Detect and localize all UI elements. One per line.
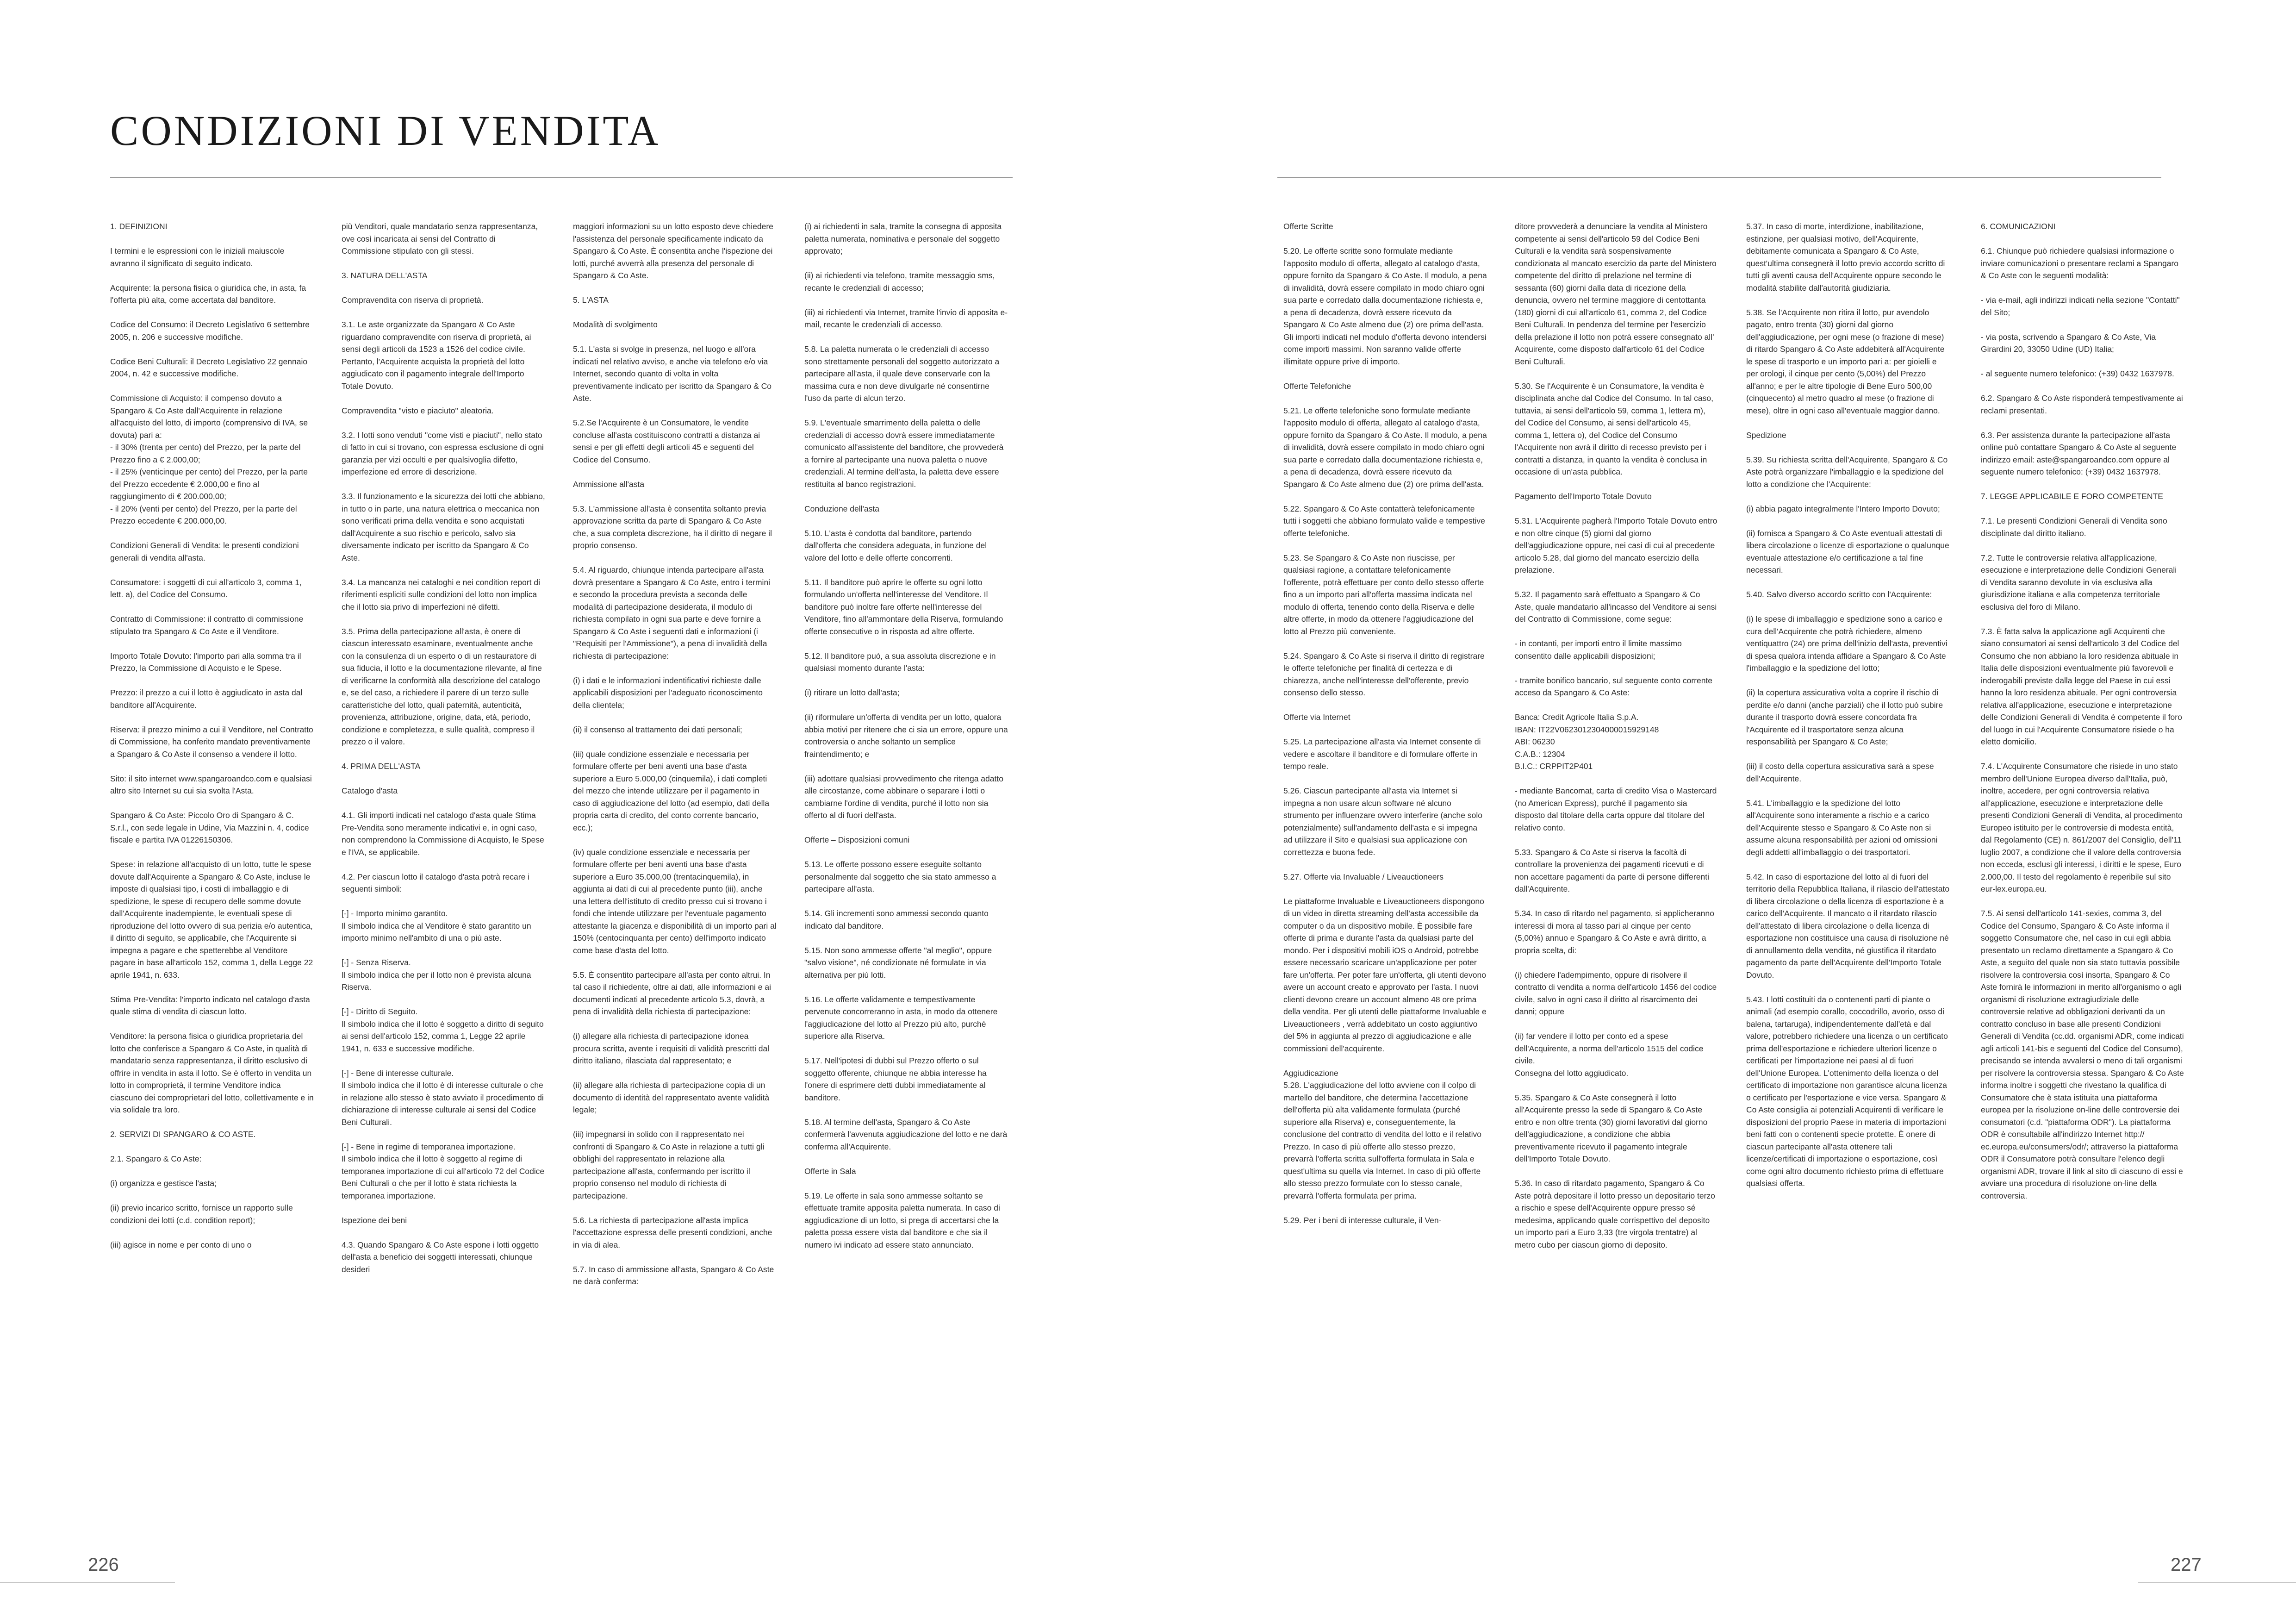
title-divider-right bbox=[1277, 177, 2161, 178]
text-column-3: maggiori informazioni su un lotto esposto deve chiedere l'assistenza del personale specificamente indicato da Spangaro & Co Aste. È consentita anche l'ispezione dei lotti, purché avverrà alla presenza del personale di Spangaro & Co Aste. 5. L'ASTA Modalità di svolgimento 5.1. L'asta si svolge in presenza, nel luogo e all'ora indicati nel relativo avviso, e anche via telefono e/o via Internet, secondo quanto di volta in volta preventivamente indicato per iscritto da Spangaro & Co Aste. 5.2.Se l'Acquirente è un Consumatore, le vendite concluse all'asta costituiscono contratti a distanza ai sensi e per gli effetti degli articoli 45 e seguenti del Codice del Consumo. Ammissione all'asta 5.3. L'ammissione all'asta è consentita soltanto previa approvazione scritta da parte di Spangaro & Co Aste che, a sua completa discrezione, ha il diritto di negare il proprio consenso. 5.4. Al riguardo, chiunque intenda partecipare all'asta dovrà presentare a Spangaro & Co Aste, entro i termini e secondo la procedura prevista a seconda delle modalità di partecipazione desiderata, il modulo di richiesta compilato in ogni sua parte e deve fornire a Spangaro & Co Aste i seguenti dati e informazioni (i "Requisiti per l'Ammissione"), a pena di invalidità della richiesta di partecipazione: (i) i dati e le informazioni indentificativi richieste dalle applicabili disposizioni per l'adeguato riconoscimento della clientela; (ii) il consenso al trattamento dei dati personali; (iii) quale condizione essenziale e necessaria per formulare offerte per beni aventi una base d'asta superiore a Euro 5.000,00 (cinquemila), i dati completi del mezzo che intende utilizzare per il pagamento in caso di aggiudicazione del lotto (ad esempio, dati della propria carta di credito, del conto corrente bancario, ecc.); (iv) quale condizione essenziale e necessaria per formulare offerte per beni aventi una base d'asta superiore a Euro 35.000,00 (trentacinquemila), in aggiunta ai dati di cui al precedente punto (iii), anche una lettera dell'istituto di credito presso cui si trovano i fondi che intende utilizzare per l'eventuale pagamento attestante la giacenza e disponibilità di un importo pari al 150% (centocinquanta per cento) dell'importo indicato come base d'asta del lotto. 5.5. È consentito partecipare all'asta per conto altrui. In tal caso il richiedente, oltre ai dati, alle informazioni e ai documenti indicati al precedente articolo 5.3, dovrà, a pena di invalidità della richiesta di partecipazione: (i) allegare alla richiesta di partecipazione idonea procura scritta, avente i requisiti di validità prescritti dal diritto italiano, rilasciata dal rappresentato; e (ii) allegare alla richiesta di partecipazione copia di un documento di identità del rappresentato avente validità legale; (iii) impegnarsi in solido con il rappresentato nei confronti di Spangaro & Co Aste in relazione a tutti gli obblighi del rappresentato in relazione alla partecipazione all'asta, confermando per iscritto il proprio consenso nel modulo di richiesta di partecipazione. 5.6. La richiesta di partecipazione all'asta implica l'accettazione espressa delle presenti condizioni, anche in via di alea. 5.7. In caso di ammissione all'asta, Spangaro & Co Aste ne darà conferma: bbox=[573, 222, 777, 1286]
footer-divider-left bbox=[0, 1582, 175, 1583]
text-column-5: Offerte Scritte 5.20. Le offerte scritte sono formulate mediante l'apposito modulo di offerta, allegato al catalogo d'asta, oppure fornito da Spangaro & Co Aste. Il modulo, a pena di invalidità, dovrà essere compilato in modo chiaro ogni sua parte e corredato dalla documentazione richiesta e, a pena di decadenza, dovrà essere ricevuto da Spangaro & Co Aste almeno due (2) ore prima dell'asta. Gli importi indicati nel modulo d'offerta devono intendersi come importi massimi. Non saranno valide offerte illimitate oppure prive di importo. Offerte Telefoniche 5.21. Le offerte telefoniche sono formulate mediante l'apposito modulo di offerta, allegato al catalogo d'asta, oppure fornito da Spangaro & Co Aste. Il modulo, a pena di invalidità, dovrà essere compilato in modo chiaro ogni sua parte e corredato dalla documentazione richiesta e, a pena di decadenza, dovrà essere ricevuto da Spangaro & Co Aste almeno due (2) ore prima dell'asta. 5.22. Spangaro & Co Aste contatterà telefonicamente tutti i soggetti che abbiano formulato valide e tempestive offerte telefoniche. 5.23. Se Spangaro & Co Aste non riuscisse, per qualsiasi ragione, a contattare telefonicamente l'offerente, potrà effettuare per conto dello stesso offerte fino a un importo pari all'offerta massima indicata nel modulo di offerta, tenendo conto della Riserva e delle altre offerte, in modo da ottenere l'aggiudicazione del lotto al Prezzo più conveniente. 5.24. Spangaro & Co Aste si riserva il diritto di registrare le offerte telefoniche per finalità di certezza e di chiarezza, anche nell'interesse dell'offerente, previo consenso dello stesso. Offerte via Internet 5.25. La partecipazione all'asta via Internet consente di vedere e ascoltare il banditore e di formulare offerte in tempo reale. 5.26. Ciascun partecipante all'asta via Internet si impegna a non usare alcun software né alcuno strumento per influenzare ovvero interferire (anche solo potenzialmente) sull'andamento dell'asta e si impegna ad utilizzare il Sito e qualsiasi sua applicazione con correttezza e buona fede. 5.27. Offerte via Invaluable / Liveauctioneers Le piattaforme Invaluable e Liveauctioneers dispongono di un video in diretta streaming dell'asta accessibile da computer o da un dispositivo mobile. È possibile fare offerte di prima e durante l'asta da qualsiasi parte del mondo. Per i dispositivi mobili iOS o Android, potrebbe essere necessario scaricare un'applicazione per poter fare un'offerta. Per poter fare un'offerta, gli utenti devono avere un account creato e approvato per l'asta. I nuovi clienti devono creare un account almeno 48 ore prima della vendita. Per gli utenti delle piattaforme Invaluable e Liveauctioneers , verrà addebitato un costo aggiuntivo del 5% in aggiunta al prezzo di aggiudicazione e alle commissioni dell'acquirente. Aggiudicazione 5.28. L'aggiudicazione del lotto avviene con il colpo di martello del banditore, che determina l'accettazione dell'offerta più alta validamente formulata (purché superiore alla Riserva) e, conseguentemente, la conclusione del contratto di vendita del lotto e il relativo Prezzo. In caso di più offerte allo stesso prezzo, prevarrà l'offerta scritta sull'offerta formulata in Sala e quest'ultima su quella via Internet. In caso di più offerte allo stesso prezzo formulate con lo stesso canale, prevarrà l'offerta formulata per prima. 5.29. Per i beni di interesse culturale, il Ven- bbox=[1283, 222, 1487, 1225]
title-divider-left bbox=[110, 177, 1013, 178]
text-column-8: 6. COMUNICAZIONI 6.1. Chiunque può richiedere qualsiasi informazione o inviare comunicazioni o presentare reclami a Spangaro & Co Aste con le seguenti modalità: - via e-mail, agli indirizzi indicati nella sezione "Contatti" del Sito; - via posta, scrivendo a Spangaro & Co Aste, Via Girardini 20, 33050 Udine (UD) Italia; - al seguente numero telefonico: (+39) 0432 1637978. 6.2. Spangaro & Co Aste risponderà tempestivamente ai reclami presentati. 6.3. Per assistenza durante la partecipazione all'asta online può contattare Spangaro & Co Aste al seguente indirizzo email: aste@spangaroandco.com oppure al seguente numero telefonico: (+39) 0432 1637978. 7. LEGGE APPLICABILE E FORO COMPETENTE 7.1. Le presenti Condizioni Generali di Vendita sono disciplinate dal diritto italiano. 7.2. Tutte le controversie relativa all'applicazione, esecuzione e interpretazione delle Condizioni Generali di Vendita saranno devolute in via esclusiva alla giurisdizione italiana e alla competenza territoriale esclusiva del foro di Milano. 7.3. È fatta salva la applicazione agli Acquirenti che siano consumatori ai sensi dell'articolo 3 del Codice del Consumo che non abbiano la loro residenza abituale in Italia delle disposizioni eventualmente più favorevoli e inderogabili previste dalla legge del Paese in cui essi hanno la loro residenza abituale. Per ogni controversia relativa all'applicazione, esecuzione e interpretazione delle Condizioni Generali di Vendita è competente il foro del luogo in cui l'Acquirente Consumatore risiede o ha eletto domicilio. 7.4. L'Acquirente Consumatore che risiede in uno stato membro dell'Unione Europea diverso dall'Italia, può, inoltre, accedere, per ogni controversia relativa all'applicazione, esecuzione e interpretazione delle presenti Condizioni Generali di Vendita, al procedimento Europeo istituito per le controversie di modesta entità, dal Regolamento (CE) n. 861/2007 del Consiglio, dell'11 luglio 2007, a condizione che il valore della controversia non ecceda, esclusi gli interessi, i diritti e le spese, Euro 2.000,00. Il testo del regolamento è reperibile sul sito eur-lex.europa.eu. 7.5. Ai sensi dell'articolo 141-sexies, comma 3, del Codice del Consumo, Spangaro & Co Aste informa il soggetto Consumatore che, nel caso in cui egli abbia presentato un reclamo direttamente a Spangaro & Co Aste, a seguito del quale non sia stato tuttavia possibile risolvere la controversia così insorta, Spangaro & Co Aste fornirà le informazioni in merito all'organismo o agli organismi di risoluzione extragiudiziale delle controversie relative ad obbligazioni derivanti da un contratto concluso in base alle presenti Condizioni Generali di Vendita (cc.dd. organismi ADR, come indicati agli articoli 141-bis e seguenti del Codice del Consumo), precisando se intenda avvalersi o meno di tali organismi per risolvere la controversia stessa. Spangaro & Co Aste informa inoltre i soggetti che rivestano la qualifica di Consumatore che è stata istituita una piattaforma europea per la risoluzione on-line delle controversie dei consumatori (c.d. "piattaforma ODR"). La piattaforma ODR è consultabile all'indirizzo Internet http:// ec.europa.eu/consumers/odr/; attraverso la piattaforma ODR il Consumatore potrà consultare l'elenco degli organismi ADR, trovare il link al sito di ciascuno di essi e avviare una procedura di risoluzione on-line della controversia. bbox=[1981, 222, 2184, 1200]
text-column-1: 1. DEFINIZIONI I termini e le espressioni con le iniziali maiuscole avranno il significato di seguito indicato. Acquirente: la persona fisica o giuridica che, in asta, fa l'offerta più alta, come accertata dal banditore. Codice del Consumo: il Decreto Legislativo 6 settembre 2005, n. 206 e successive modifiche. Codice Beni Culturali: il Decreto Legislativo 22 gennaio 2004, n. 42 e successive modifiche. Commissione di Acquisto: il compenso dovuto a Spangaro & Co Aste dall'Acquirente in relazione all'acquisto del lotto, di importo (comprensivo di IVA, se dovuta) pari a: - il 30% (trenta per cento) del Prezzo, per la parte del Prezzo fino a € 2.000,00; - il 25% (venticinque per cento) del Prezzo, per la parte del Prezzo eccedente € 2.000,00 e fino al raggiungimento di € 200.000,00; - il 20% (venti per cento) del Prezzo, per la parte del Prezzo eccedente € 200.000,00. Condizioni Generali di Vendita: le presenti condizioni generali di vendita all'asta. Consumatore: i soggetti di cui all'articolo 3, comma 1, lett. a), del Codice del Consumo. Contratto di Commissione: il contratto di commissione stipulato tra Spangaro & Co Aste e il Venditore. Importo Totale Dovuto: l'importo pari alla somma tra il Prezzo, la Commissione di Acquisto e le Spese. Prezzo: il prezzo a cui il lotto è aggiudicato in asta dal banditore all'Acquirente. Riserva: il prezzo minimo a cui il Venditore, nel Contratto di Commissione, ha conferito mandato preventivamente a Spangaro & Co Aste il consenso a vendere il lotto. Sito: il sito internet www.spangaroandco.com e qualsiasi altro sito Internet su cui sia svolta l'Asta. Spangaro & Co Aste: Piccolo Oro di Spangaro & C. S.r.l., con sede legale in Udine, Via Mazzini n. 4, codice fiscale e partita IVA 01226150306. Spese: in relazione all'acquisto di un lotto, tutte le spese dovute dall'Acquirente a Spangaro & Co Aste, incluse le imposte di qualsiasi tipo, i costi di imballaggio e di spedizione, le spese di recupero delle somme dovute dall'Acquirente inadempiente, le eventuali spese di riproduzione del lotto ovvero di sua perizia e/o autentica, il diritto di seguito, se applicabile, che l'Acquirente si impegna a pagare e che spetterebbe al Venditore pagare in base all'articolo 152, comma 1, della Legge 22 aprile 1941, n. 633. Stima Pre-Vendita: l'importo indicato nel catalogo d'asta quale stima di vendita di ciascun lotto. Venditore: la persona fisica o giuridica proprietaria del lotto che conferisce a Spangaro & Co Aste, in qualità di mandatario senza rappresentanza, il diritto esclusivo di offrire in vendita in asta il lotto. Se è offerto in vendita un lotto in comproprietà, il termine Venditore indica ciascuno dei comproprietari del lotto, collettivamente e in via solidale tra loro. 2. SERVIZI DI SPANGARO & CO ASTE. 2.1. Spangaro & Co Aste: (i) organizza e gestisce l'asta; (ii) previo incarico scritto, fornisce un rapporto sulle condizioni dei lotti (c.d. condition report); (iii) agisce in nome e per conto di uno o bbox=[110, 222, 314, 1249]
page-title: CONDIZIONI DI VENDITA bbox=[110, 107, 661, 154]
page-number-right: 227 bbox=[2171, 1555, 2202, 1575]
text-column-7: 5.37. In caso di morte, interdizione, inabilitazione, estinzione, per qualsiasi motivo, dell'Acquirente, debitamente comunicata a Spangaro & Co Aste, quest'ultima consegnerà il lotto previo accordo scritto di tutti gli aventi causa dell'Acquirente oppure secondo le modalità stabilite dall'autorità giudiziaria. 5.38. Se l'Acquirente non ritira il lotto, pur avendolo pagato, entro trenta (30) giorni dal giorno dell'aggiudicazione, per ogni mese (o frazione di mese) di ritardo Spangaro & Co Aste addebiterà all'Acquirente le spese di trasporto e un importo pari a: per gioielli e per orologi, il cinque per cento (5,00%) del Prezzo all'anno; e per le altre tipologie di Bene Euro 500,00 (cinquecento) al metro quadro al mese (o frazione di mese), oltre in ogni caso all'eventuale maggior danno. Spedizione 5.39. Su richiesta scritta dell'Acquirente, Spangaro & Co Aste potrà organizzare l'imballaggio e la spedizione del lotto a condizione che l'Acquirente: (i) abbia pagato integralmente l'Intero Importo Dovuto; (ii) fornisca a Spangaro & Co Aste eventuali attestati di libera circolazione o licenze di esportazione o qualunque eventuale attestazione e/o certificazione a tal fine necessari. 5.40. Salvo diverso accordo scritto con l'Acquirente: (i) le spese di imballaggio e spedizione sono a carico e cura dell'Acquirente che potrà richiedere, almeno ventiquattro (24) ore prima dell'inizio dell'asta, preventivi di spesa qualora intenda affidare a Spangaro & Co Aste l'imballaggio e la spedizione del lotto; (ii) la copertura assicurativa volta a coprire il rischio di perdite e/o danni (anche parziali) che il lotto può subire durante il trasporto dovrà essere concordata fra l'Acquirente ed il trasportatore senza alcuna responsabilità per Spangaro & Co Aste; (iii) il costo della copertura assicurativa sarà a spese dell'Acquirente. 5.41. L'imballaggio e la spedizione del lotto all'Acquirente sono interamente a rischio e a carico dell'Acquirente stesso e Spangaro & Co Aste non si assume alcuna responsabilità per azioni od omissioni degli addetti all'imballaggio o dei trasportatori. 5.42. In caso di esportazione del lotto al di fuori del territorio della Repubblica Italiana, il rilascio dell'attestato di libera circolazione o della licenza di esportazione è a carico dell'Acquirente. Il mancato o il ritardato rilascio dell'attestato di libera circolazione o della licenza di esportazione non costituisce una causa di risoluzione né di annullamento della vendita, né giustifica il ritardato pagamento da parte dell'Acquirente dell'Importo Totale Dovuto. 5.43. I lotti costituiti da o contenenti parti di piante o animali (ad esempio corallo, coccodrillo, avorio, osso di balena, tartaruga), indipendentemente dall'età e dal valore, potrebbero richiedere una licenza o un certificato prima dell'esportazione e richiedere ulteriori licenze o certificati per l'importazione nei paesi al di fuori dell'Unione Europea. L'ottenimento della licenza o del certificato di importazione non garantisce alcuna licenza o certificato per l'esportazione e vice versa. Spangaro & Co Aste consiglia ai potenziali Acquirenti di verificare le disposizioni del proprio Paese in materia di importazioni beni fatti con o contenenti specie protette. È onere di ciascun partecipante all'asta ottenere tali licenze/certificati di importazione o esportazione, così come ogni altro documento richiesto prima di effettuare qualsiasi offerta. bbox=[1746, 222, 1950, 1188]
footer-divider-right bbox=[2138, 1582, 2296, 1583]
page-number-left: 226 bbox=[88, 1555, 119, 1575]
text-column-6: ditore provvederà a denunciare la vendita al Ministero competente ai sensi dell'articolo 59 del Codice Beni Culturali e la vendita sarà sospensivamente condizionata al mancato esercizio da parte del Ministero competente del diritto di prelazione nel termine di sessanta (60) giorni dalla data di ricezione della denuncia, ovvero nel termine maggiore di centottanta (180) giorni di cui all'articolo 61, comma 2, del Codice Beni Culturali. In pendenza del termine per l'esercizio della prelazione il lotto non potrà essere consegnato all' Acquirente, come disposto dall'articolo 61 del Codice Beni Culturali. 5.30. Se l'Acquirente è un Consumatore, la vendita è disciplinata anche dal Codice del Consumo. In tal caso, tuttavia, ai sensi dell'articolo 59, comma 1, lettera m), del Codice del Consumo, ai sensi dell'articolo 45, comma 1, lettera o), del Codice del Consumo l'Acquirente non avrà il diritto di recesso previsto per i contratti a distanza, in quanto la vendita è conclusa in occasione di un'asta pubblica. Pagamento dell'Importo Totale Dovuto 5.31. L'Acquirente pagherà l'Importo Totale Dovuto entro e non oltre cinque (5) giorni dal giorno dell'aggiudicazione oppure, nei casi di cui al precedente articolo 5.28, dal giorno del mancato esercizio della prelazione. 5.32. Il pagamento sarà effettuato a Spangaro & Co Aste, quale mandatario all'incasso del Venditore ai sensi del Contratto di Commissione, come segue: - in contanti, per importi entro il limite massimo consentito dalle applicabili disposizioni; - tramite bonifico bancario, sul seguente conto corrente acceso da Spangaro & Co Aste: Banca: Credit Agricole Italia S.p.A. IBAN: IT22V0623012304000015929148 ABI: 06230 C.A.B.: 12304 B.I.C.: CRPPIT2P401 - mediante Bancomat, carta di credito Visa o Mastercard (no American Express), purché il pagamento sia disposto dal titolare della carta oppure dal titolare del relativo conto. 5.33. Spangaro & Co Aste si riserva la facoltà di controllare la provenienza dei pagamenti ricevuti e di non accettare pagamenti da parte di persone differenti dall'Acquirente. 5.34. In caso di ritardo nel pagamento, si applicheranno interessi di mora al tasso pari al cinque per cento (5,00%) annuo e Spangaro & Co Aste e avrà diritto, a propria scelta, di: (i) chiedere l'adempimento, oppure di risolvere il contratto di vendita a norma dell'articolo 1456 del codice civile, salvo in ogni caso il diritto al risarcimento dei danni; oppure (ii) far vendere il lotto per conto ed a spese dell'Acquirente, a norma dell'articolo 1515 del codice civile. Consegna del lotto aggiudicato. 5.35. Spangaro & Co Aste consegnerà il lotto all'Acquirente presso la sede di Spangaro & Co Aste entro e non oltre trenta (30) giorni lavorativi dal giorno dell'aggiudicazione, a condizione che abbia preventivamente ricevuto il pagamento integrale dell'Importo Totale Dovuto. 5.36. In caso di ritardato pagamento, Spangaro & Co Aste potrà depositare il lotto presso un depositario terzo a rischio e spese dell'Acquirente oppure presso sé medesima, applicando quale corrispettivo del deposito un importo pari a Euro 3,33 (tre virgola trentatre) al metro cubo per ciascun giorno di deposito. bbox=[1515, 222, 1717, 1249]
text-column-4: (i) ai richiedenti in sala, tramite la consegna di apposita paletta numerata, nominativa e personale del soggetto approvato; (ii) ai richiedenti via telefono, tramite messaggio sms, recante le credenziali di accesso; (iii) ai richiedenti via Internet, tramite l'invio di apposita e-mail, recante le credenziali di accesso. 5.8. La paletta numerata o le credenziali di accesso sono strettamente personali del soggetto autorizzato a partecipare all'asta, il quale deve conservarle con la massima cura e non deve divulgarle né consentirne l'uso da parte di alcun terzo. 5.9. L'eventuale smarrimento della paletta o delle credenziali di accesso dovrà essere immediatamente comunicato all'assistente del banditore, che provvederà a fornire al partecipante una nuova paletta o nuove credenziali. Al termine dell'asta, la paletta deve essere restituita al banco registrazioni. Conduzione dell'asta 5.10. L'asta è condotta dal banditore, partendo dall'offerta che considera adeguata, in funzione del valore del lotto e delle offerte concorrenti. 5.11. Il banditore può aprire le offerte su ogni lotto formulando un'offerta nell'interesse del Venditore. Il banditore può inoltre fare offerte nell'interesse del Venditore, fino all'ammontare della Riserva, formulando offerte consecutive o in risposta ad altre offerte. 5.12. Il banditore può, a sua assoluta discrezione e in qualsiasi momento durante l'asta: (i) ritirare un lotto dall'asta; (ii) riformulare un'offerta di vendita per un lotto, qualora abbia motivi per ritenere che ci sia un errore, oppure una controversia o anche soltanto un semplice fraintendimento; e (iii) adottare qualsiasi provvedimento che ritenga adatto alle circostanze, come abbinare o separare i lotti o cambiarne l'ordine di vendita, purché il lotto non sia offerto al di fuori dell'asta. Offerte – Disposizioni comuni 5.13. Le offerte possono essere eseguite soltanto personalmente dal soggetto che sia stato ammesso a partecipare all'asta. 5.14. Gli incrementi sono ammessi secondo quanto indicato dal banditore. 5.15. Non sono ammesse offerte "al meglio", oppure "salvo visione", né condizionate né formulate in via alternativa per più lotti. 5.16. Le offerte validamente e tempestivamente pervenute concorreranno in asta, in modo da ottenere l'aggiudicazione del lotto al Prezzo più alto, purché superiore alla Riserva. 5.17. Nell'ipotesi di dubbi sul Prezzo offerto o sul soggetto offerente, chiunque ne abbia interesse ha l'onere di esprimere detti dubbi immediatamente al banditore. 5.18. Al termine dell'asta, Spangaro & Co Aste confermerà l'avvenuta aggiudicazione del lotto e ne darà conferma all'Acquirente. Offerte in Sala 5.19. Le offerte in sala sono ammesse soltanto se effettuate tramite apposita paletta numerata. In caso di aggiudicazione di un lotto, si prega di accertarsi che la paletta possa essere vista dal banditore e che sia il numero ivi indicato ad essere stato annunciato. bbox=[804, 222, 1008, 1249]
text-column-2: più Venditori, quale mandatario senza rappresentanza, ove così incaricata ai sensi del Contratto di Commissione stipulato con gli stessi. 3. NATURA DELL'ASTA Compravendita con riserva di proprietà. 3.1. Le aste organizzate da Spangaro & Co Aste riguardano compravendite con riserva di proprietà, ai sensi degli articoli da 1523 a 1526 del codice civile. Pertanto, l'Acquirente acquista la proprietà del lotto aggiudicato con il pagamento integrale dell'Importo Totale Dovuto. Compravendita "visto e piaciuto" aleatoria. 3.2. I lotti sono venduti "come visti e piaciuti", nello stato di fatto in cui si trovano, con espressa esclusione di ogni garanzia per vizi occulti e per qualsivoglia difetto, imperfezione ed errore di descrizione. 3.3. Il funzionamento e la sicurezza dei lotti che abbiano, in tutto o in parte, una natura elettrica o meccanica non sono verificati prima della vendita e sono acquistati dall'Acquirente a suo rischio e pericolo, salvo sia diversamente indicato per iscritto da Spangaro & Co Aste. 3.4. La mancanza nei cataloghi e nei condition report di riferimenti espliciti sulle condizioni del lotto non implica che il lotto sia privo di imperfezioni né difetti. 3.5. Prima della partecipazione all'asta, è onere di ciascun interessato esaminare, eventualmente anche con la consulenza di un esperto o di un restauratore di sua fiducia, il lotto e la documentazione rilevante, al fine di verificarne la conformità alla descrizione del catalogo e, se del caso, a richiedere il parere di un terzo sulle caratteristiche del lotto, quali paternità, autenticità, provenienza, attribuzione, origine, data, età, periodo, condizione e completezza, e sulle qualità, compreso il prezzo o il valore. 4. PRIMA DELL'ASTA Catalogo d'asta 4.1. Gli importi indicati nel catalogo d'asta quale Stima Pre-Vendita sono meramente indicativi e, in ogni caso, non comprendono la Commissione di Acquisto, le Spese e l'IVA, se applicabile. 4.2. Per ciascun lotto il catalogo d'asta potrà recare i seguenti simboli: [-] - Importo minimo garantito. Il simbolo indica che al Venditore è stato garantito un importo minimo nell'ambito di una o più aste. [-] - Senza Riserva. Il simbolo indica che per il lotto non è prevista alcuna Riserva. [-] - Diritto di Seguito. Il simbolo indica che il lotto è soggetto a diritto di seguito ai sensi dell'articolo 152, comma 1, Legge 22 aprile 1941, n. 633 e successive modifiche. [-] - Bene di interesse culturale. Il simbolo indica che il lotto è di interesse culturale o che in relazione allo stesso è stato avviato il procedimento di dichiarazione di interesse culturale ai sensi del Codice Beni Culturali. [-] - Bene in regime di temporanea importazione. Il simbolo indica che il lotto è soggetto al regime di temporanea importazione di cui all'articolo 72 del Codice Beni Culturali o che per il lotto è stata richiesta la temporanea importazione. Ispezione dei beni 4.3. Quando Spangaro & Co Aste espone i lotti oggetto dell'asta a beneficio dei soggetti interessati, chiunque desideri bbox=[342, 222, 545, 1274]
